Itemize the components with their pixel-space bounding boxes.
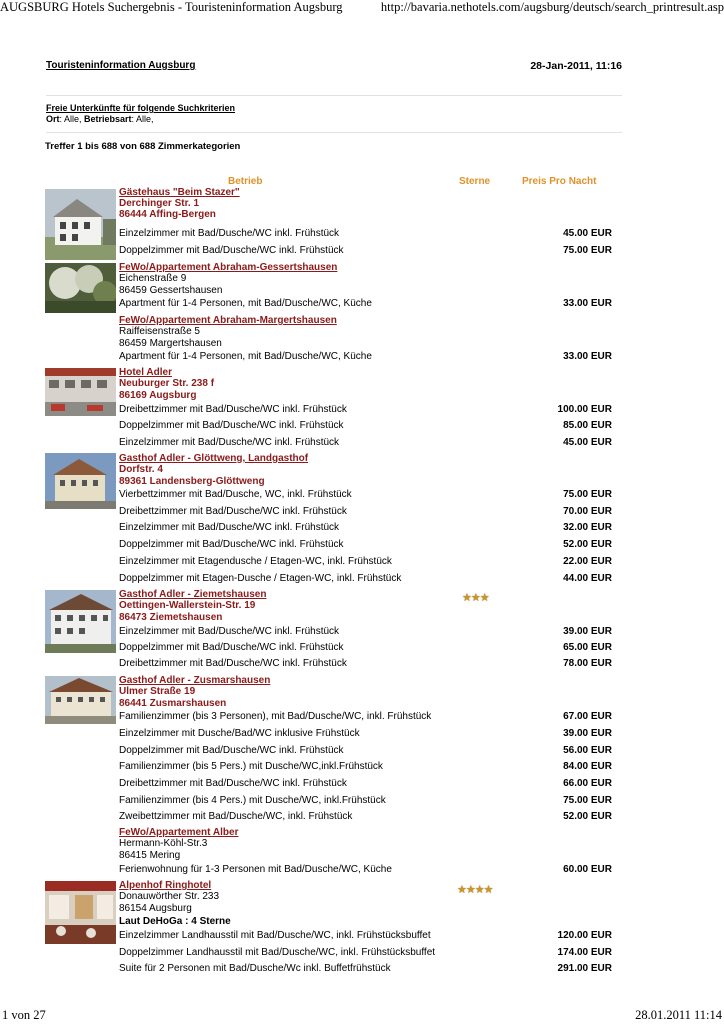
criteria-values <box>46 114 235 125</box>
listing-street: Eichenstraße 9 <box>119 273 187 284</box>
listing-name-link[interactable]: FeWo/Appartement Abraham-Gessertshausen <box>119 262 338 273</box>
room-description: Einzelzimmer mit Bad/Dusche/WC inkl. Frühstück <box>119 437 340 448</box>
room-description: Doppelzimmer mit Bad/Dusche/WC inkl. Frühstück <box>119 539 344 550</box>
gasthof-photo <box>45 676 116 724</box>
room-price: 70.00 EUR <box>563 506 612 517</box>
room-price: 120.00 EUR <box>557 930 612 941</box>
listing-name-link[interactable]: FeWo/Appartement Alber <box>119 827 239 838</box>
betriebsart-value: : Alle, <box>131 114 154 124</box>
listing-street: Dorfstr. 4 <box>119 464 163 475</box>
room-price: 45.00 EUR <box>563 228 612 239</box>
room-price: 75.00 EUR <box>563 795 612 806</box>
listing-street: Neuburger Str. 238 f <box>119 378 215 389</box>
room-price: 33.00 EUR <box>563 298 612 309</box>
garden-photo <box>45 263 116 313</box>
room-description: Dreibettzimmer mit Bad/Dusche/WC inkl. Frühstück <box>119 404 347 415</box>
room-price: 100.00 EUR <box>557 404 612 415</box>
star-rating-icon: ★★★★ <box>457 884 493 896</box>
page-number: 1 von 27 <box>2 1008 46 1022</box>
listing-street: Oettingen-Wallerstein-Str. 19 <box>119 600 256 611</box>
listing-name-link[interactable]: Gasthof Adler - Ziemetshausen <box>119 589 267 600</box>
listing-name-link[interactable]: Alpenhof Ringhotel <box>119 880 212 891</box>
room-price: 291.00 EUR <box>557 963 612 974</box>
column-header-preis: Preis Pro Nacht <box>522 176 597 187</box>
room-price: 60.00 EUR <box>563 864 612 875</box>
listing-city: 86459 Margertshausen <box>119 338 222 349</box>
room-price: 39.00 EUR <box>563 626 612 637</box>
listing-city: 86473 Ziemetshausen <box>119 612 223 623</box>
column-header-sterne: Sterne <box>459 176 491 187</box>
listing-street: Ulmer Straße 19 <box>119 686 196 697</box>
listing-city: 86441 Zusmarshausen <box>119 698 227 709</box>
room-price: 52.00 EUR <box>563 539 612 550</box>
criteria-heading: Freie Unterkünfte für folgende Suchkriterien <box>46 103 236 113</box>
listing-city: 89361 Landensberg-Glöttweng <box>119 476 265 487</box>
room-description: Apartment für 1-4 Personen, mit Bad/Dusche/WC, Küche <box>119 298 372 309</box>
room-price: 32.00 EUR <box>563 522 612 533</box>
room-description: Einzelzimmer mit Dusche/Bad/WC inklusive Frühstück <box>119 728 360 739</box>
alpenhof-photo <box>45 881 116 944</box>
page-title: Touristeninformation Augsburg <box>46 60 196 71</box>
room-price: 65.00 EUR <box>563 642 612 653</box>
room-price: 39.00 EUR <box>563 728 612 739</box>
room-description: Dreibettzimmer mit Bad/Dusche/WC inkl. Frühstück <box>119 778 347 789</box>
ort-label: Ort <box>46 114 60 124</box>
room-price: 85.00 EUR <box>563 420 612 431</box>
page-header-url[interactable]: http://bavaria.nethotels.com/augsburg/deutsch/search_printresult.asp <box>380 0 724 14</box>
page-header <box>0 0 724 16</box>
listing-street: Derchinger Str. 1 <box>119 198 200 209</box>
room-description: Einzelzimmer Landhausstil mit Bad/Dusche/WC, inkl. Frühstücksbuffet <box>119 930 431 941</box>
room-description: Dreibettzimmer mit Bad/Dusche/WC inkl. Frühstück <box>119 658 347 669</box>
room-description: Doppelzimmer mit Bad/Dusche/WC inkl. Frühstück <box>119 745 344 756</box>
room-description: Doppelzimmer mit Etagen-Dusche / Etagen-WC, inkl. Frühstück <box>119 573 402 584</box>
page-footer <box>0 1008 724 1024</box>
room-price: 66.00 EUR <box>563 778 612 789</box>
room-price: 56.00 EUR <box>563 745 612 756</box>
star-rating-icon: ★★★ <box>462 592 489 604</box>
search-criteria <box>46 103 235 125</box>
column-header-betrieb: Betrieb <box>228 176 263 187</box>
listing-name-link[interactable]: Gästehaus "Beim Stazer" <box>119 187 240 198</box>
inn-photo <box>45 590 116 653</box>
house-photo <box>45 189 116 260</box>
room-description: Suite für 2 Personen mit Bad/Dusche/Wc inkl. Buffetfrühstück <box>119 963 391 974</box>
room-description: Einzelzimmer mit Bad/Dusche/WC inkl. Frühstück <box>119 522 340 533</box>
room-price: 52.00 EUR <box>563 811 612 822</box>
listing-note: Laut DeHoGa : 4 Sterne <box>119 916 231 927</box>
room-description: Familienzimmer (bis 5 Pers.) mit Dusche/WC,inkl.Frühstück <box>119 761 383 772</box>
print-date: 28-Jan-2011, 11:16 <box>530 60 622 72</box>
listing-city: 86415 Mering <box>119 850 181 861</box>
room-price: 45.00 EUR <box>563 437 612 448</box>
listing-street: Donauwörther Str. 233 <box>119 891 220 902</box>
room-price: 44.00 EUR <box>563 573 612 584</box>
print-timestamp: 28.01.2011 11:14 <box>635 1008 722 1022</box>
listing-name-link[interactable]: FeWo/Appartement Abraham-Margertshausen <box>119 315 337 326</box>
page-header-title: AUGSBURG Hotels Suchergebnis - Touristeninformation Augsburg <box>0 0 343 14</box>
room-description: Apartment für 1-4 Personen, mit Bad/Dusche/WC, Küche <box>119 351 372 362</box>
listing-city: 86169 Augsburg <box>119 390 197 401</box>
betriebsart-label: Betriebsart <box>84 114 132 124</box>
room-description: Doppelzimmer mit Bad/Dusche/WC inkl. Frühstück <box>119 642 344 653</box>
room-description: Einzelzimmer mit Bad/Dusche/WC inkl. Frühstück <box>119 626 340 637</box>
divider <box>46 132 622 133</box>
divider <box>46 95 622 96</box>
room-description: Vierbettzimmer mit Bad/Dusche, WC, inkl. Frühstück <box>119 489 352 500</box>
listing-name-link[interactable]: Gasthof Adler - Glöttweng, Landgasthof <box>119 453 309 464</box>
room-description: Zweibettzimmer mit Bad/Dusche/WC, inkl. Frühstück <box>119 811 353 822</box>
room-price: 22.00 EUR <box>563 556 612 567</box>
room-description: Dreibettzimmer mit Bad/Dusche/WC inkl. Frühstück <box>119 506 347 517</box>
listing-street: Raiffeisenstraße 5 <box>119 326 200 337</box>
room-description: Doppelzimmer mit Bad/Dusche/WC inkl. Frühstück <box>119 420 344 431</box>
room-price: 67.00 EUR <box>563 711 612 722</box>
room-description: Ferienwohnung für 1-3 Personen mit Bad/Dusche/WC, Küche <box>119 864 392 875</box>
room-price: 78.00 EUR <box>563 658 612 669</box>
room-price: 33.00 EUR <box>563 351 612 362</box>
ort-value: : Alle, <box>59 114 85 124</box>
room-description: Doppelzimmer Landhausstil mit Bad/Dusche/WC, inkl. Frühstücksbuffet <box>119 947 436 958</box>
listing-name-link[interactable]: Hotel Adler <box>119 367 172 378</box>
room-price: 84.00 EUR <box>563 761 612 772</box>
room-description: Doppelzimmer mit Bad/Dusche/WC inkl. Frühstück <box>119 245 344 256</box>
room-description: Familienzimmer (bis 3 Personen), mit Bad/Dusche/WC, inkl. Frühstück <box>119 711 432 722</box>
listing-city: 86444 Affing-Bergen <box>119 209 216 220</box>
result-count: Treffer 1 bis 688 von 688 Zimmerkategorien <box>45 141 241 152</box>
room-price: 75.00 EUR <box>563 489 612 500</box>
hotel-photo <box>45 368 116 416</box>
listing-street: Hermann-Köhl-Str.3 <box>119 838 208 849</box>
listing-name-link[interactable]: Gasthof Adler - Zusmarshausen <box>119 675 271 686</box>
room-price: 174.00 EUR <box>557 947 612 958</box>
listing-city: 86459 Gessertshausen <box>119 285 223 296</box>
room-description: Einzelzimmer mit Etagendusche / Etagen-WC, inkl. Frühstück <box>119 556 392 567</box>
listing-city: 86154 Augsburg <box>119 903 192 914</box>
room-description: Familienzimmer (bis 4 Pers.) mit Dusche/WC, inkl.Frühstück <box>119 795 386 806</box>
guesthouse-photo <box>45 453 116 509</box>
room-price: 75.00 EUR <box>563 245 612 256</box>
room-description: Einzelzimmer mit Bad/Dusche/WC inkl. Frühstück <box>119 228 340 239</box>
